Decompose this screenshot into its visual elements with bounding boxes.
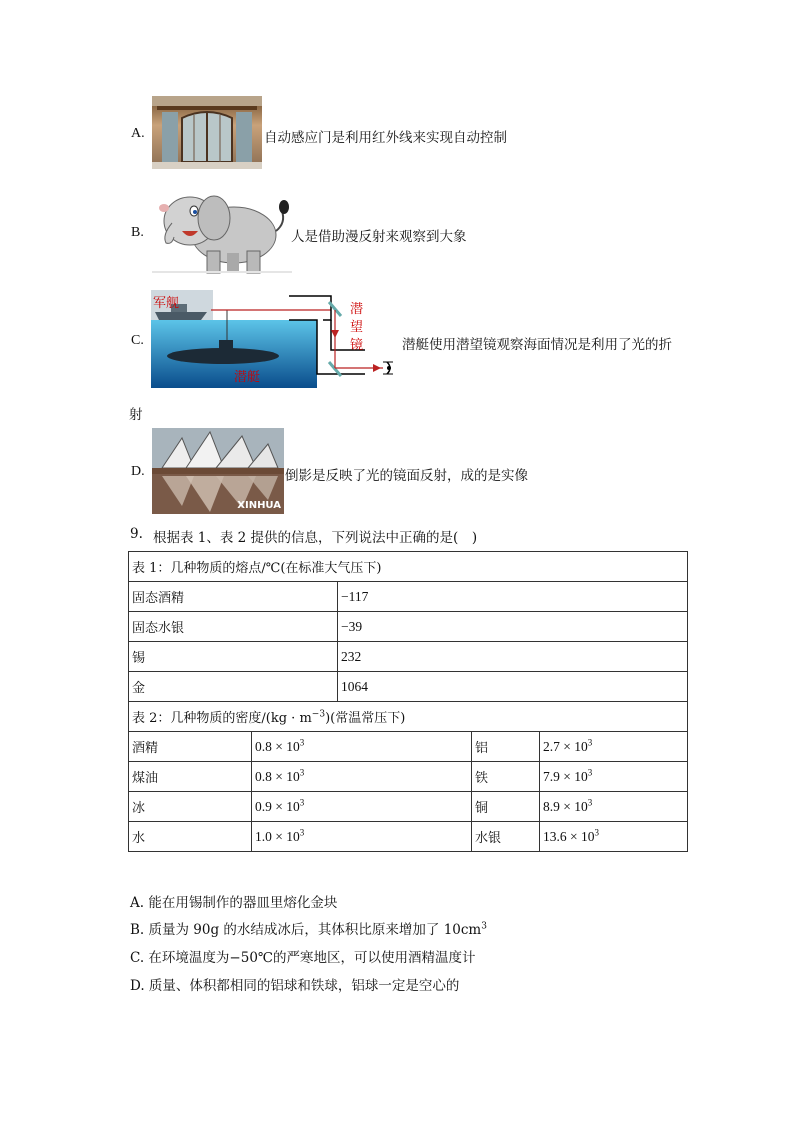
question-9-number: 9. (130, 526, 143, 542)
table2-value-left-base: 1.0 × 10 (255, 828, 300, 844)
table2-value-right-base: 7.9 × 10 (543, 768, 588, 784)
table-row (129, 732, 688, 762)
table2-name-left: 煤油 (129, 762, 252, 792)
question-9-text: 根据表 1、表 2 提供的信息，下列说法中正确的是( ) (153, 530, 478, 546)
option-c-letter: C. (131, 333, 144, 348)
answer-b (130, 918, 487, 938)
periscope-diagram (151, 290, 401, 390)
table2-name-left: 冰 (129, 792, 252, 822)
option-a-letter: A. (131, 126, 145, 141)
table2-value-left-exp: 3 (299, 827, 305, 837)
option-d-letter: D. (131, 464, 145, 479)
table-row (129, 672, 688, 702)
table2-value-left-exp: 3 (299, 737, 305, 747)
table2-value-left (252, 732, 472, 762)
table-row (129, 642, 688, 672)
option-c-text: 潜艇使用潜望镜观察海面情况是利用了光的折 (402, 337, 672, 353)
warship-label: 军舰 (153, 296, 180, 311)
option-a-text: 自动感应门是利用红外线来实现自动控制 (264, 130, 507, 146)
answer-a: A. 能在用锡制作的器皿里熔化金块 (130, 895, 338, 911)
table2-name-left: 水 (129, 822, 252, 852)
table1-name: 锡 (129, 642, 338, 672)
answer-c: C. 在环境温度为−50℃的严寒地区，可以使用酒精温度计 (130, 950, 476, 966)
table2-value-right-exp: 3 (594, 827, 599, 837)
table1-title-row (129, 552, 688, 582)
table1-title: 表 1：几种物质的熔点/℃(在标准大气压下) (129, 552, 688, 582)
option-d-text: 倒影是反映了光的镜面反射，成的是实像 (285, 468, 528, 484)
periscope-label-2: 望 (350, 320, 364, 335)
table-row (129, 792, 688, 822)
periscope-label-3: 镜 (350, 338, 364, 353)
table2-value-right-base: 8.9 × 10 (543, 798, 588, 814)
table2-name-right: 铝 (472, 732, 540, 762)
table2-value-right-exp: 3 (587, 797, 593, 807)
answer-b-exp: 3 (481, 921, 487, 932)
table2-title-pre: 表 2：几种物质的密度/(kg · m (132, 711, 312, 726)
table2-value-left-exp: 3 (299, 797, 305, 807)
automatic-door-image (152, 96, 262, 169)
table-row (129, 762, 688, 792)
periscope-label-1: 潜 (350, 302, 364, 317)
option-c-text-wrap: 射 (129, 407, 143, 423)
table2-title-row (129, 702, 688, 732)
xinhua-watermark: XINHUA (237, 500, 281, 511)
table2-value-right (540, 822, 688, 852)
data-table (128, 551, 688, 852)
table2-title (129, 702, 688, 732)
submarine-label: 潜艇 (234, 370, 261, 385)
opera-house-reflection-image (152, 428, 284, 514)
option-b-letter: B. (131, 225, 144, 240)
table2-value-left (252, 762, 472, 792)
table1-value: 232 (338, 642, 688, 672)
table2-value-left (252, 822, 472, 852)
table2-value-left (252, 792, 472, 822)
table-row (129, 612, 688, 642)
table1-name: 金 (129, 672, 338, 702)
option-b-text: 人是借助漫反射来观察到大象 (291, 229, 467, 245)
table1-value: −117 (338, 582, 688, 612)
table2-name-right: 水银 (472, 822, 540, 852)
table1-value: 1064 (338, 672, 688, 702)
table2-value-left-base: 0.9 × 10 (255, 798, 300, 814)
answer-b-text: B. 质量为 90g 的水结成冰后，其体积比原来增加了 10cm (130, 922, 482, 938)
table2-title-exp: −3 (311, 709, 326, 720)
table2-value-left-exp: 3 (299, 767, 305, 777)
table2-name-right: 铜 (472, 792, 540, 822)
table2-value-left-base: 0.8 × 10 (255, 738, 300, 754)
table2-value-right-base: 13.6 × 10 (543, 828, 595, 844)
table2-value-right (540, 732, 688, 762)
table1-value: −39 (338, 612, 688, 642)
table2-title-post: )(常温常压下) (325, 711, 406, 726)
table2-name-right: 铁 (472, 762, 540, 792)
table2-value-right (540, 792, 688, 822)
table2-name-left: 酒精 (129, 732, 252, 762)
table-row (129, 582, 688, 612)
table2-value-right-base: 2.7 × 10 (543, 738, 588, 754)
table-row (129, 822, 688, 852)
table2-value-right-exp: 3 (587, 737, 593, 747)
elephant-image (152, 183, 292, 278)
table1-name: 固态酒精 (129, 582, 338, 612)
table2-value-right (540, 762, 688, 792)
table2-value-right-exp: 3 (587, 767, 593, 777)
answer-d: D. 质量、体积都相同的铝球和铁球，铝球一定是空心的 (130, 978, 460, 994)
table2-value-left-base: 0.8 × 10 (255, 768, 300, 784)
table1-name: 固态水银 (129, 612, 338, 642)
